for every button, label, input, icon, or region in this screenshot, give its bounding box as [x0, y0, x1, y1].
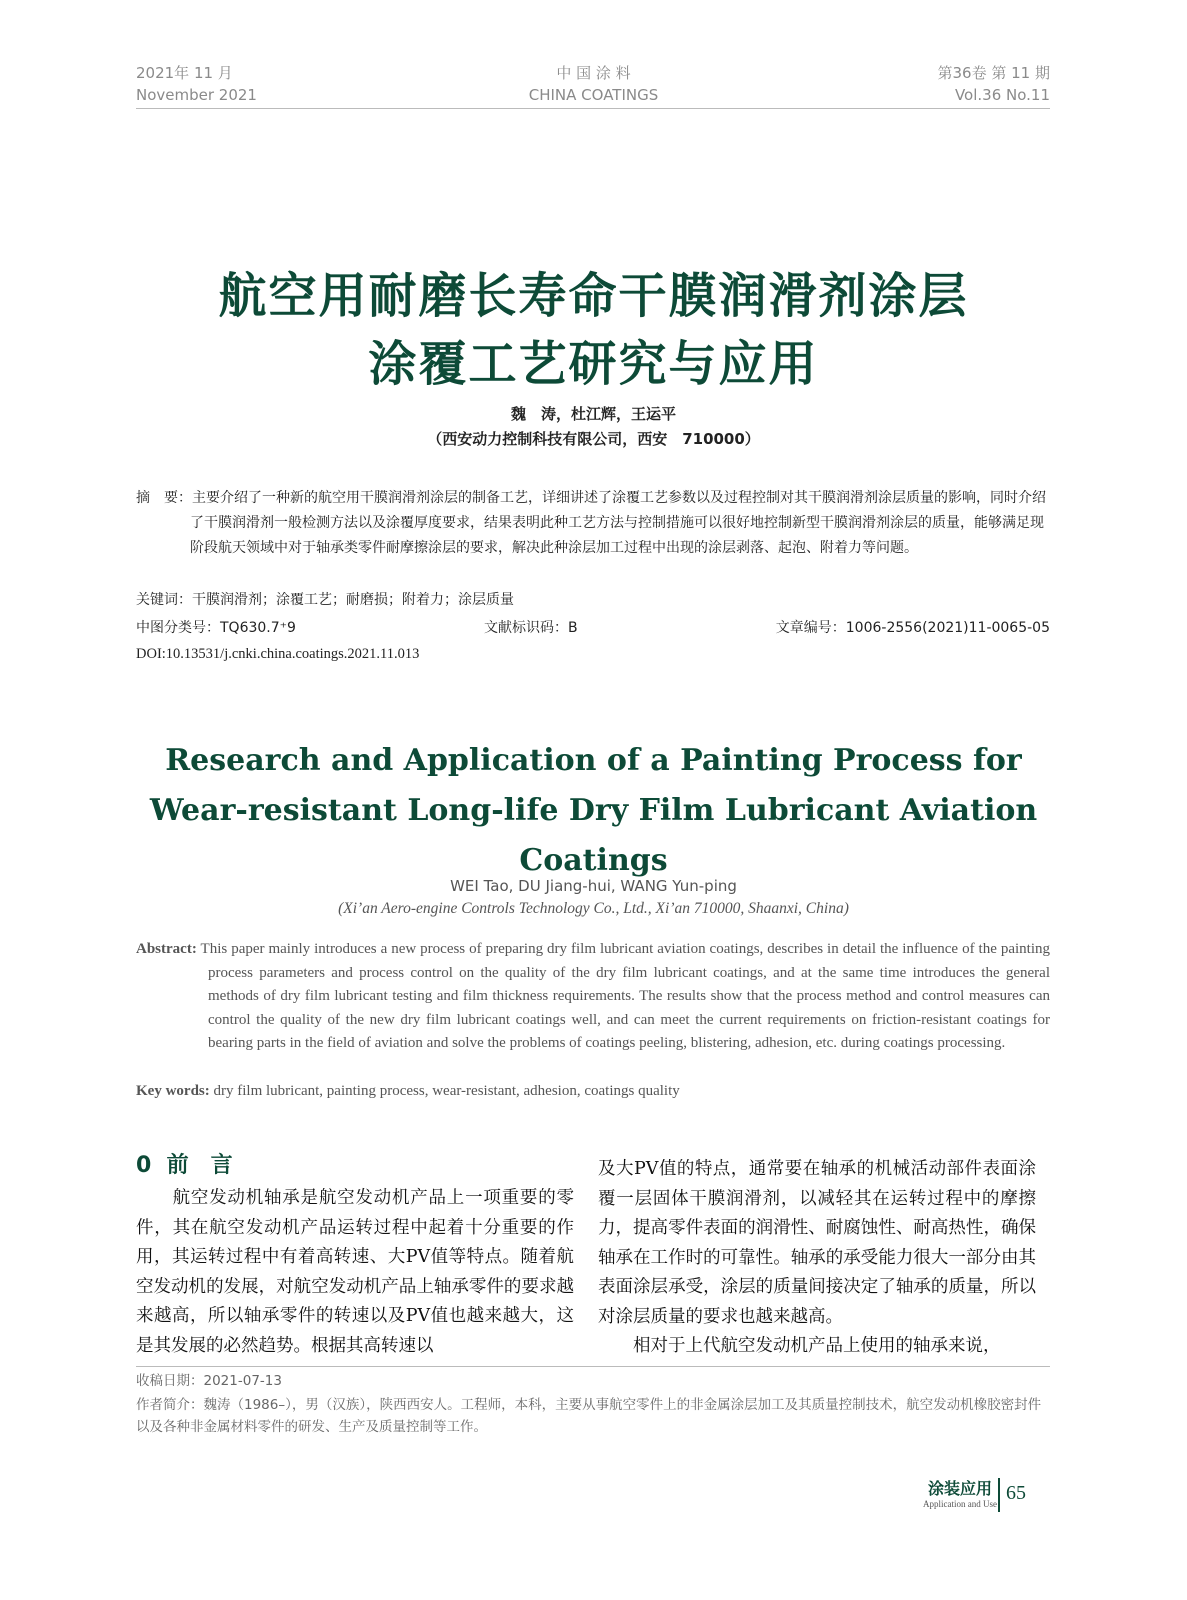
abstract-cn-label: 摘 要：: [136, 490, 192, 506]
footer-section: [923, 1476, 997, 1509]
doi: DOI:10.13531/j.cnki.china.coatings.2021.11.013: [136, 646, 420, 662]
title-cn-line: 航空用耐磨长寿命干膜润滑剂涂层: [218, 268, 969, 324]
received-date: 收稿日期：2021-07-13: [136, 1373, 282, 1389]
header-issue: [938, 62, 1050, 106]
keywords-cn: 关键词：干膜润滑剂；涂覆工艺；耐磨损；附着力；涂层质量: [136, 592, 514, 608]
title-cn: [0, 262, 1187, 398]
abstract-en: [136, 938, 1050, 1056]
date-en: November 2021: [136, 86, 257, 104]
abstract-en-label: Abstract:: [136, 941, 197, 957]
date-cn: 2021年 11 月: [136, 64, 233, 82]
title-cn-line: 涂覆工艺研究与应用: [368, 336, 819, 392]
keywords-en-label: Key words:: [136, 1083, 210, 1099]
title-en-line: Research and Application of a Painting Process for: [165, 743, 1022, 778]
body-column-right: [598, 1155, 1036, 1362]
title-en-line: Coatings: [519, 843, 668, 878]
footer-divider: [998, 1478, 1000, 1512]
title-en-line: Wear-resistant Long-life Dry Film Lubricant Aviation: [149, 793, 1038, 828]
title-en: [0, 736, 1187, 886]
issue-cn: 第36卷 第 11 期: [937, 64, 1050, 82]
section-heading: 0 前 言: [136, 1153, 233, 1178]
body-column-left: 航空发动机轴承是航空发动机产品上一项重要的零件，其在航空发动机产品运转过程中起着十分重要的作用，其运转过程中有着高转速、大PV值等特点。随着航空发动机的发展，对航空发动机产品上轴承零件的要求越来越高，所以轴承零件的转速以及PV值也越来越大，这是其发展的必然趋势。根据其高转速以: [136, 1188, 574, 1356]
affiliation-cn: （西安动力控制科技有限公司，西安 710000）: [427, 430, 760, 448]
authors-en: WEI Tao, DU Jiang-hui, WANG Yun-ping: [450, 877, 737, 895]
footnote-rule: [136, 1366, 1050, 1367]
body-paragraph: 及大PV值的特点，通常要在轴承的机械活动部件表面涂覆一层固体干膜润滑剂，以减轻其在运转过程中的摩擦力，提高零件表面的润滑性、耐腐蚀性、耐高热性，确保轴承在工作时的可靠性。轴承的承受能力很大一部分由其表面涂层承受，涂层的质量间接决定了轴承的质量，所以对涂层质量的要求也越来越高。: [598, 1159, 1036, 1327]
footer-section-en: Application and Use: [923, 1499, 997, 1509]
authors-cn: 魏 涛，杜江辉，王运平: [510, 405, 676, 423]
body-paragraph: 相对于上代航空发动机产品上使用的轴承来说，: [598, 1336, 1001, 1356]
journal-en: CHINA COATINGS: [528, 86, 659, 104]
author-bio: 作者简介：魏涛（1986–），男（汉族），陕西西安人。工程师，本科，主要从事航空零件上的非金属涂层加工及其质量控制技术，航空发动机橡胶密封件以及各种非金属材料零件的研发、生产及质量控制等工作。: [136, 1397, 1042, 1435]
classification-row: [136, 616, 1050, 641]
abstract-cn-text: 主要介绍了一种新的航空用干膜润滑剂涂层的制备工艺，详细讲述了涂覆工艺参数以及过程控制对其干膜润滑剂涂层质量的影响，同时介绍了干膜润滑剂一般检测方法以及涂覆厚度要求，结果表明此种工艺方法与控制措施可以很好地控制新型干膜润滑剂涂层的质量，能够满足现阶段航天领域中对于轴承类零件耐摩擦涂层的要求，解决此种涂层加工过程中出现的涂层剥落、起泡、附着力等问题。: [190, 490, 1046, 556]
affiliation-en: (Xi’an Aero-engine Controls Technology Co., Ltd., Xi’an 710000, Shaanxi, China): [338, 900, 849, 917]
abstract-cn: [136, 486, 1050, 561]
issue-en: Vol.36 No.11: [954, 86, 1050, 104]
page-number: 65: [1006, 1482, 1026, 1504]
keywords-en-text: dry film lubricant, painting process, wear-resistant, adhesion, coatings quality: [213, 1083, 680, 1099]
journal-cn: 中 国 涂 料: [556, 64, 631, 82]
clc-number: 中图分类号：TQ630.7⁺9: [136, 620, 296, 636]
document-code: 文献标识码：B: [484, 620, 578, 636]
keywords-en: [136, 1080, 1050, 1104]
abstract-en-text: This paper mainly introduces a new process of preparing dry film lubricant aviation coatings, describes in detail the influence of the painting process parameters and process control on the quality of the dry film lubricant coatings, and at the same time introduces the general methods of dry film lubricant testing and film thickness requirements. The results show that the process method and control measures can control the quality of the new dry film lubricant coatings well, and can meet the current requirements on friction-resistant coatings for bearing parts in the field of aviation and solve the problems of coatings peeling, blistering, adhesion, etc. during coatings processing.: [200, 941, 1050, 1051]
footer-section-cn: 涂装应用: [928, 1479, 993, 1498]
article-number: 文章编号：1006-2556(2021)11-0065-05: [775, 620, 1050, 636]
header-rule: [136, 108, 1050, 109]
